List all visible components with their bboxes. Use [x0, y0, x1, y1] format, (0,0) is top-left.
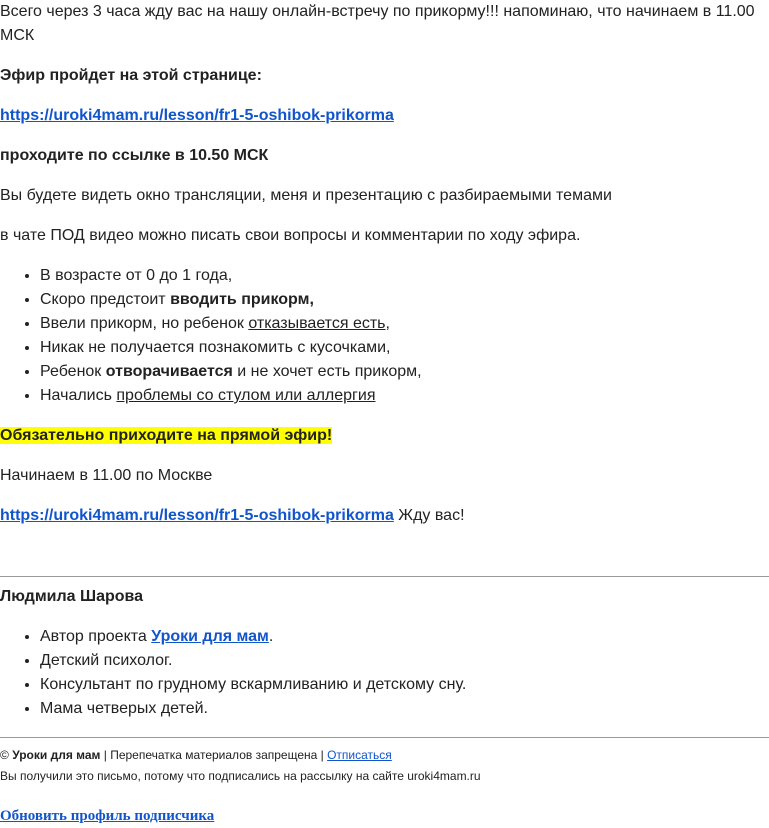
- list-item: [40, 360, 769, 384]
- unsubscribe-link[interactable]: Отписаться: [327, 748, 392, 762]
- topic-prefix: В возрасте от 0 до 1 года,: [40, 267, 233, 284]
- project-suffix: .: [268, 628, 274, 645]
- topic-prefix: Ребенок: [40, 363, 106, 380]
- list-item: [40, 336, 769, 360]
- list-item: • Мама четверых детей.: [40, 697, 769, 721]
- you-will-see-text: Вы будете видеть окно трансляции, меня и презентацию с разбираемыми темами: [0, 187, 612, 204]
- final-wait-text: Жду вас!: [393, 507, 465, 524]
- lesson-link-paragraph: [0, 104, 769, 128]
- topic-emphasis: проблемы со стулом или аллергия: [116, 387, 376, 404]
- topics-list: [0, 264, 769, 408]
- footer-brand: Уроки для мам: [12, 748, 101, 762]
- chat-note-text: в чате ПОД видео можно писать свои вопросы и комментарии по ходу эфира.: [0, 227, 581, 244]
- topic-prefix: Ввели прикорм, но ребенок: [40, 315, 249, 332]
- project-link[interactable]: Уроки для мам: [151, 628, 269, 645]
- list-item: [40, 312, 769, 336]
- go-by-link-text: проходите по ссылке в 10.50 МСК: [0, 147, 269, 164]
- topic-prefix: Начались: [40, 387, 117, 404]
- copyright-sign: ©: [0, 748, 13, 762]
- footer-separator: | Перепечатка материалов запрещена |: [100, 748, 328, 762]
- list-item: • Консультант по грудному вскармливанию и детскому сну.: [40, 673, 769, 697]
- highlight-paragraph: [0, 424, 769, 448]
- list-item: [40, 625, 769, 649]
- topic-suffix: и не хочет есть прикорм,: [232, 363, 422, 380]
- list-item: [40, 264, 769, 288]
- divider-top: [0, 576, 769, 577]
- list-item: [40, 288, 769, 312]
- topic-prefix: Скоро предстоит: [40, 291, 171, 308]
- highlight-callout: Обязательно приходите на прямой эфир!: [0, 427, 333, 444]
- broadcast-heading: [0, 64, 769, 88]
- footer-copyright-line: [0, 746, 769, 764]
- topic-emphasis: отказывается есть: [248, 315, 386, 332]
- divider-bottom: [0, 737, 769, 738]
- intro-text: Всего через 3 часа жду вас на нашу онлайн-встречу по прикорму!!! напоминаю, что начинаем в 11.00 МСК: [0, 3, 755, 44]
- start-time-text: Начинаем в 11.00 по Москве: [0, 467, 213, 484]
- spacer: [0, 544, 769, 568]
- list-item: • Детский психолог.: [40, 649, 769, 673]
- topic-suffix: ,: [385, 315, 390, 332]
- project-prefix: Автор проекта: [40, 628, 152, 645]
- broadcast-heading-text: Эфир пройдет на этой странице:: [0, 67, 262, 84]
- author-roles-list: [0, 625, 769, 721]
- topic-prefix: Никак не получается познакомить с кусочками,: [40, 339, 391, 356]
- topic-emphasis: вводить прикорм,: [170, 291, 314, 308]
- footer-reason: Вы получили это письмо, потому что подписались на рассылку на сайте uroki4mam.ru: [0, 769, 481, 783]
- topic-emphasis: отворачивается: [105, 363, 233, 380]
- lesson-link[interactable]: https://uroki4mam.ru/lesson/fr1-5-oshibok-prikorma: [0, 107, 394, 124]
- update-profile-link[interactable]: Обновить профиль подписчика: [0, 808, 215, 824]
- final-lesson-link[interactable]: https://uroki4mam.ru/lesson/fr1-5-oshibok-prikorma: [0, 507, 394, 524]
- final-link-paragraph: [0, 504, 769, 528]
- author-name: Людмила Шарова: [0, 588, 144, 605]
- list-item: [40, 384, 769, 408]
- go-by-link-paragraph: [0, 144, 769, 168]
